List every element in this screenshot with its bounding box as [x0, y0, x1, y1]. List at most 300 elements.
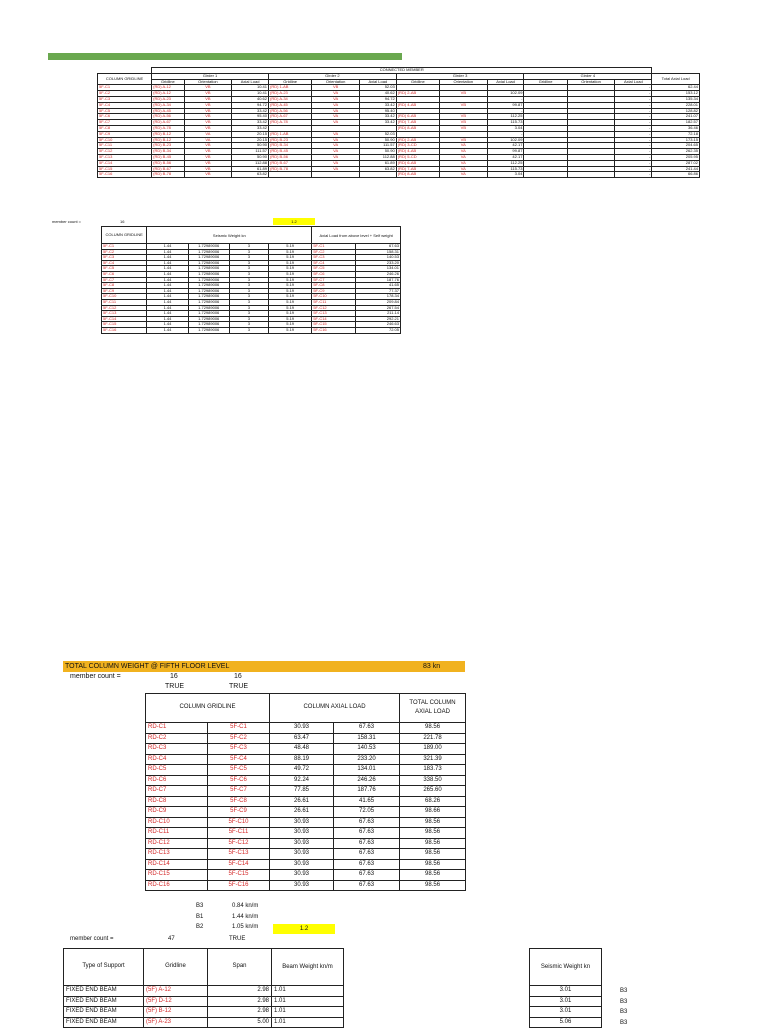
total-axial-cell: 98.56: [400, 859, 466, 870]
axial-a-cell: 30.93: [270, 870, 334, 881]
table-row: [98, 172, 700, 178]
girder-orientation-cell: VA: [312, 120, 360, 126]
axial-b-cell: 67.63: [334, 838, 400, 849]
axial-a-cell: 30.93: [270, 828, 334, 839]
girder-orientation-cell: VB: [184, 149, 232, 155]
girder-orientation-cell: VA: [312, 96, 360, 102]
seismic-c-cell: 3: [229, 322, 268, 328]
girder-axial-cell: 115.73: [487, 166, 524, 172]
girder-orientation-cell: VB: [440, 102, 488, 108]
column-gridline-cell: 5F-C14: [102, 316, 147, 322]
girder-axial-cell: 63.82: [232, 172, 269, 178]
seismic-d-cell: 5.19: [269, 266, 312, 272]
total-axial-cell: 135.34: [652, 96, 700, 102]
floor-gridline-cell: 5F-C5: [208, 765, 270, 776]
axial-gridline-cell: 5F-C15: [312, 322, 355, 328]
axial-gridline-cell: 5F-C6: [312, 271, 355, 277]
girder-3-header: Girder 3: [396, 73, 524, 79]
axial-b-cell: 72.05: [334, 807, 400, 818]
total-axial-cell: 262.35: [652, 149, 700, 155]
column-gridline-cell: 5F-C5: [98, 108, 152, 114]
column-gridline-cell: 5F-C9: [102, 288, 147, 294]
girder-axial-cell: 42.17: [487, 143, 524, 149]
table-row: [146, 744, 466, 755]
total-member-count-label: member count =: [70, 673, 121, 680]
column-gridline-cell: 5F-C12: [102, 305, 147, 311]
seismic-d-cell: 5.19: [269, 277, 312, 283]
beam-weight-cell: 1.01: [272, 996, 344, 1007]
support-span-cell: 2.98: [208, 996, 272, 1007]
axial-value-cell: 209.84: [355, 299, 400, 305]
factor-highlight: [273, 218, 315, 225]
beam-weight-value: 1.44 kn/m: [232, 913, 259, 920]
axial-value-cell: 72.05: [355, 327, 400, 333]
table-row: [146, 786, 466, 797]
seismic-d-cell: 5.19: [269, 244, 312, 250]
axial-above-header: Axial Load from above level + Self weight: [312, 227, 401, 244]
girder-axial-cell: 94.72: [232, 102, 269, 108]
floor-gridline-cell: 5F-C2: [208, 733, 270, 744]
girder-axial-cell: 112.25: [487, 114, 524, 120]
girder-gridline-cell: [524, 172, 567, 178]
axial-a-cell: 63.47: [270, 733, 334, 744]
seismic-d-cell: 5.19: [269, 294, 312, 300]
column-gridline-cell: 5F-C15: [98, 166, 152, 172]
side-code: B3: [620, 1009, 628, 1015]
girder-gridline-cell: (RD) 1-AB: [269, 85, 312, 91]
girder-1-header: Girder 1: [152, 73, 269, 79]
axial-b-cell: 67.63: [334, 828, 400, 839]
floor-gridline-cell: 5F-C9: [208, 807, 270, 818]
column-gridline-cell: 5F-C8: [98, 125, 152, 131]
axial-value-cell: 246.63: [355, 322, 400, 328]
seismic-b-cell: 1.72989006: [188, 316, 229, 322]
support-span-cell: 2.98: [208, 1007, 272, 1018]
girder-gridline-cell: (RD) A-56: [152, 114, 184, 120]
column-gridline-cell: 5F-C13: [98, 154, 152, 160]
total-axial-cell: 98.56: [400, 828, 466, 839]
girder-gridline-cell: (RD) 7-AB: [396, 120, 439, 126]
girder-axial-cell: -: [615, 131, 652, 137]
support-gridline-cell: (5F) B-12: [144, 1007, 208, 1018]
axial-b-cell: 233.20: [334, 754, 400, 765]
column-gridline-cell: 5F-C1: [102, 244, 147, 250]
girder-axial-cell: 52.03: [359, 131, 396, 137]
table-row: [146, 765, 466, 776]
girder-gridline-cell: (RD) 8-AB: [396, 172, 439, 178]
girder-axial-cell: 50.90: [232, 143, 269, 149]
seismic-c-cell: 3: [229, 260, 268, 266]
support-span-cell: 2.98: [208, 986, 272, 997]
girder-orientation-cell: VA: [312, 131, 360, 137]
table-row: [146, 838, 466, 849]
axial-gridline-cell: 5F-C9: [312, 288, 355, 294]
table-row: [530, 1007, 602, 1018]
seismic-b-cell: 1.72989006: [188, 266, 229, 272]
axial-gridline-cell: 5F-C16: [312, 327, 355, 333]
axial-value-cell: 140.53: [355, 255, 400, 261]
total-axial-cell: 241.44: [652, 166, 700, 172]
rd-gridline-cell: RD-C6: [146, 775, 208, 786]
column-gridline-cell: 5F-C6: [98, 114, 152, 120]
girder-gridline-cell: (RD) B-12: [152, 131, 184, 137]
girder-gridline-cell: (RD) 4-AB: [396, 102, 439, 108]
total-axial-cell: 98.56: [400, 817, 466, 828]
girder-axial-cell: -: [615, 149, 652, 155]
girder-axial-cell: 95.40: [232, 114, 269, 120]
table-row: [146, 723, 466, 734]
support-gridline-cell: (5F) A-23: [144, 1017, 208, 1028]
column-gridline-cell: 5F-C12: [98, 149, 152, 155]
seismic-a-cell: 1.44: [147, 255, 188, 261]
seismic-a-cell: 1.44: [147, 244, 188, 250]
support-type-cell: FIXED END BEAM: [64, 1017, 144, 1028]
total-axial-cell: 205.95: [652, 154, 700, 160]
column-gridline-header: COLUMN GRIDLINE: [98, 73, 152, 85]
axial-col-gridline-header: COLUMN GRIDLINE: [146, 694, 270, 723]
girder-axial-cell: 99.87: [487, 102, 524, 108]
seismic-a-cell: 1.44: [147, 288, 188, 294]
column-gridline-cell: 5F-C2: [98, 91, 152, 97]
seismic-d-cell: 5.19: [269, 260, 312, 266]
total-axial-cell: 221.78: [400, 733, 466, 744]
girder-gridline-cell: (RD) 2-AB: [396, 91, 439, 97]
girder-2-header: Girder 2: [269, 73, 397, 79]
beam-weight-header: Beam Weight kn/m: [272, 949, 344, 986]
column-gridline-cell: 5F-C2: [102, 249, 147, 255]
girder-orientation-cell: VB: [184, 143, 232, 149]
rd-gridline-cell: RD-C16: [146, 880, 208, 891]
girder-gridline-cell: (RD) A-78: [269, 120, 312, 126]
member-count-2-value: 47: [168, 936, 175, 942]
girder-axial-cell: 3.04: [487, 172, 524, 178]
table-row: [146, 849, 466, 860]
axial-a-cell: 48.48: [270, 744, 334, 755]
support-type-header: Type of Support: [64, 949, 144, 986]
girder-axial-cell: 112.25: [487, 160, 524, 166]
girder-gridline-cell: (RD) 4-AB: [396, 149, 439, 155]
girder-gridline-cell: (RD) B-34: [269, 143, 312, 149]
girder-orientation-cell: VB: [184, 120, 232, 126]
total-axial-cell: 62.44: [652, 85, 700, 91]
total-axial-cell: 228.01: [652, 102, 700, 108]
table-row: [64, 986, 344, 997]
girder-sub-header: Gridline: [269, 79, 312, 85]
axial-gridline-cell: 5F-C12: [312, 305, 355, 311]
girder-gridline-cell: (RD) A-67: [152, 120, 184, 126]
girder-orientation-cell: VB: [184, 96, 232, 102]
connected-member-header: CONNECTED MEMBER: [152, 68, 652, 74]
seismic-a-cell: 1.44: [147, 277, 188, 283]
table-row: [530, 986, 602, 997]
beam-code: B2: [196, 924, 204, 930]
girder-gridline-cell: (RD) B-23: [152, 143, 184, 149]
girder-axial-cell: -: [615, 108, 652, 114]
axial-a-cell: 49.72: [270, 765, 334, 776]
girder-orientation-cell: VA: [312, 91, 360, 97]
total-axial-cell: 98.56: [400, 838, 466, 849]
girder-axial-cell: -: [615, 96, 652, 102]
axial-gridline-cell: 5F-C4: [312, 260, 355, 266]
column-gridline-cell: 5F-C11: [98, 143, 152, 149]
girder-sub-header: Orientation: [440, 79, 488, 85]
column-gridline-cell: 5F-C16: [102, 327, 147, 333]
axial-value-cell: 178.34: [355, 294, 400, 300]
axial-gridline-cell: 5F-C10: [312, 294, 355, 300]
beam-weight-cell: 1.01: [272, 1007, 344, 1018]
floor-gridline-cell: 5F-C10: [208, 817, 270, 828]
support-type-cell: FIXED END BEAM: [64, 986, 144, 997]
girder-axial-cell: -: [615, 172, 652, 178]
table-row: [146, 807, 466, 818]
axial-a-cell: 30.93: [270, 859, 334, 870]
axial-a-cell: 92.24: [270, 775, 334, 786]
seismic-side-cell: 5.06: [530, 1017, 602, 1028]
girder-orientation-cell: VA: [312, 137, 360, 143]
girder-gridline-cell: (RD) B-78: [269, 166, 312, 172]
column-gridline-cell: 5F-C11: [102, 299, 147, 305]
axial-value-cell: 246.26: [355, 271, 400, 277]
seismic-a-cell: 1.44: [147, 299, 188, 305]
axial-b-cell: 67.63: [334, 817, 400, 828]
axial-b-cell: 67.63: [334, 723, 400, 734]
girder-axial-cell: 52.03: [359, 85, 396, 91]
girder-gridline-cell: (RD) B-56: [269, 154, 312, 160]
girder-gridline-cell: (RD) B-23: [269, 137, 312, 143]
girder-orientation-cell: VA: [184, 131, 232, 137]
table-row: [102, 327, 401, 333]
seismic-b-cell: 1.72989006: [188, 322, 229, 328]
member-count-2-label: member count =: [70, 936, 114, 942]
girder-gridline-cell: (RD) 3-CD: [396, 143, 439, 149]
girder-gridline-cell: (RD) 7-AB: [396, 166, 439, 172]
girder-axial-cell: 33.42: [359, 102, 396, 108]
column-gridline-cell: 5F-C15: [102, 322, 147, 328]
seismic-b-cell: 1.72989006: [188, 271, 229, 277]
side-code: B3: [620, 988, 628, 994]
seismic-b-cell: 1.72989006: [188, 299, 229, 305]
girder-axial-cell: -: [487, 108, 524, 114]
total-axial-load-header: Total Axial Load: [652, 73, 700, 85]
seismic-d-cell: 5.19: [269, 288, 312, 294]
floor-gridline-cell: 5F-C4: [208, 754, 270, 765]
seismic-b-cell: 1.72989006: [188, 249, 229, 255]
axial-b-cell: 67.63: [334, 859, 400, 870]
rd-gridline-cell: RD-C5: [146, 765, 208, 776]
column-axial-load-table: [145, 693, 466, 891]
girder-orientation-cell: VB: [184, 108, 232, 114]
column-gridline-cell: 5F-C9: [98, 131, 152, 137]
girder-axial-cell: 3.04: [487, 125, 524, 131]
axial-value-cell: 134.01: [355, 266, 400, 272]
seismic-b-cell: 1.72989006: [188, 327, 229, 333]
floor-gridline-cell: 5F-C7: [208, 786, 270, 797]
rd-gridline-cell: RD-C15: [146, 870, 208, 881]
seismic-d-cell: 5.19: [269, 316, 312, 322]
seismic-a-cell: 1.44: [147, 322, 188, 328]
girder-axial-cell: 40.62: [359, 91, 396, 97]
table-row: [146, 754, 466, 765]
seismic-b-cell: 1.72989006: [188, 255, 229, 261]
girder-axial-cell: 111.57: [359, 143, 396, 149]
seismic-b-cell: 1.72989006: [188, 260, 229, 266]
axial-gridline-cell: 5F-C11: [312, 299, 355, 305]
girder-orientation-cell: VA: [312, 102, 360, 108]
rd-gridline-cell: RD-C9: [146, 807, 208, 818]
girder-orientation-cell: [312, 172, 360, 178]
girder-orientation-cell: VA: [312, 108, 360, 114]
girder-orientation-cell: VB: [440, 114, 488, 120]
seismic-weight-header: Seismic Weight kn: [147, 227, 312, 244]
seismic-c-cell: 3: [229, 255, 268, 261]
total-axial-header: TOTAL COLUMN AXIAL LOAD: [400, 694, 466, 723]
girder-orientation-cell: VA: [440, 149, 488, 155]
girder-orientation-cell: VA: [440, 160, 488, 166]
floor-gridline-cell: 5F-C8: [208, 796, 270, 807]
axial-b-cell: 41.65: [334, 796, 400, 807]
seismic-d-cell: 5.19: [269, 271, 312, 277]
beam-factor-value: 1.2: [299, 926, 309, 932]
girder-axial-cell: 115.73: [487, 120, 524, 126]
seismic-c-cell: 3: [229, 271, 268, 277]
girder-axial-cell: -: [487, 131, 524, 137]
girder-axial-cell: 33.42: [232, 120, 269, 126]
girder-axial-cell: 94.72: [359, 96, 396, 102]
girder-axial-cell: 20.15: [232, 131, 269, 137]
seismic-a-cell: 1.44: [147, 266, 188, 272]
floor-gridline-cell: 5F-C13: [208, 849, 270, 860]
column-gridline-cell: 5F-C13: [102, 311, 147, 317]
beam-code: B1: [196, 913, 204, 920]
total-bool-a: TRUE: [165, 683, 185, 690]
seismic-col-header: COLUMN GRIDLINE: [102, 227, 147, 244]
total-axial-cell: 189.00: [400, 744, 466, 755]
axial-a-cell: 88.19: [270, 754, 334, 765]
total-axial-cell: 287.02: [652, 160, 700, 166]
axial-b-cell: 134.01: [334, 765, 400, 776]
column-gridline-cell: 5F-C14: [98, 160, 152, 166]
girder-gridline-cell: (RD) A-34: [269, 96, 312, 102]
column-gridline-cell: 5F-C8: [102, 283, 147, 289]
girder-gridline-cell: (RD) A-12: [152, 85, 184, 91]
seismic-side-cell: 3.01: [530, 996, 602, 1007]
support-span-cell: 5.00: [208, 1017, 272, 1028]
rd-gridline-cell: RD-C10: [146, 817, 208, 828]
girder-axial-cell: -: [615, 102, 652, 108]
seismic-d-cell: 5.19: [269, 305, 312, 311]
total-axial-cell: 204.65: [652, 143, 700, 149]
girder-axial-cell: 61.89: [232, 166, 269, 172]
floor-gridline-cell: 5F-C3: [208, 744, 270, 755]
axial-value-cell: 67.63: [355, 244, 400, 250]
total-weight-title: TOTAL COLUMN WEIGHT @ FIFTH FLOOR LEVEL: [65, 663, 230, 670]
girder-orientation-cell: VB: [440, 91, 488, 97]
seismic-a-cell: 1.44: [147, 305, 188, 311]
beam-weight-value: 1.05 kn/m: [232, 924, 259, 930]
rd-gridline-cell: RD-C13: [146, 849, 208, 860]
girder-gridline-cell: (RD) A-23: [152, 96, 184, 102]
rd-gridline-cell: RD-C14: [146, 859, 208, 870]
total-axial-cell: 66.86: [652, 172, 700, 178]
girder-orientation-cell: VA: [184, 137, 232, 143]
seismic-c-cell: 3: [229, 277, 268, 283]
axial-a-cell: 30.93: [270, 817, 334, 828]
table-row: [146, 733, 466, 744]
seismic-c-cell: 3: [229, 266, 268, 272]
seismic-c-cell: 3: [229, 311, 268, 317]
girder-orientation-cell: VA: [312, 143, 360, 149]
support-type-cell: FIXED END BEAM: [64, 1007, 144, 1018]
seismic-a-cell: 1.44: [147, 260, 188, 266]
girder-gridline-cell: (RD) A-23: [269, 91, 312, 97]
girder-axial-cell: 20.15: [232, 137, 269, 143]
table-row: [530, 1017, 602, 1028]
column-gridline-cell: 5F-C3: [102, 255, 147, 261]
total-axial-cell: 98.66: [400, 807, 466, 818]
girder-gridline-cell: (RD) B-67: [152, 166, 184, 172]
floor-gridline-cell: 5F-C16: [208, 880, 270, 891]
seismic-d-cell: 5.19: [269, 311, 312, 317]
girder-sub-header: Axial Load: [487, 79, 524, 85]
seismic-a-cell: 1.44: [147, 283, 188, 289]
seismic-b-cell: 1.72989006: [188, 305, 229, 311]
axial-a-cell: 30.93: [270, 849, 334, 860]
girder-axial-cell: -: [615, 85, 652, 91]
girder-orientation-cell: VB: [184, 172, 232, 178]
axial-b-cell: 67.63: [334, 849, 400, 860]
seismic-c-cell: 3: [229, 283, 268, 289]
girder-orientation-cell: VB: [184, 102, 232, 108]
axial-b-cell: 187.76: [334, 786, 400, 797]
seismic-c-cell: 3: [229, 305, 268, 311]
girder-axial-cell: 33.42: [232, 108, 269, 114]
girder-gridline-cell: (RD) A-67: [269, 114, 312, 120]
total-axial-cell: 183.73: [400, 765, 466, 776]
support-table: [63, 948, 344, 1028]
girder-gridline-cell: (RD) B-56: [152, 160, 184, 166]
axial-a-cell: 30.93: [270, 838, 334, 849]
girder-axial-cell: 33.42: [359, 114, 396, 120]
axial-gridline-cell: 5F-C5: [312, 266, 355, 272]
girder-axial-cell: 42.17: [487, 154, 524, 160]
table-row: [146, 796, 466, 807]
table-row: [146, 880, 466, 891]
girder-sub-header: Axial Load: [615, 79, 652, 85]
girder-gridline-cell: (RD) A-12: [152, 91, 184, 97]
axial-b-cell: 67.63: [334, 880, 400, 891]
floor-gridline-cell: 5F-C6: [208, 775, 270, 786]
table-row: [146, 870, 466, 881]
girder-sub-header: Orientation: [312, 79, 360, 85]
side-code: B3: [620, 1019, 628, 1026]
girder-gridline-cell: (RD) 5-CD: [396, 154, 439, 160]
girder-orientation-cell: VB: [312, 85, 360, 91]
seismic-b-cell: 1.72989006: [188, 277, 229, 283]
rd-gridline-cell: RD-C7: [146, 786, 208, 797]
seismic-d-cell: 5.19: [269, 322, 312, 328]
member-count-row: [52, 219, 81, 224]
total-axial-cell: 98.56: [400, 870, 466, 881]
axial-load-header: COLUMN AXIAL LOAD: [270, 694, 400, 723]
axial-b-cell: 140.53: [334, 744, 400, 755]
girder-axial-cell: -: [615, 125, 652, 131]
total-weight-value: 83 kn: [423, 663, 441, 670]
seismic-b-cell: 1.72989006: [188, 311, 229, 317]
side-code: B3: [620, 998, 628, 1005]
girder-sub-header: Orientation: [567, 79, 615, 85]
axial-b-cell: 67.63: [334, 870, 400, 881]
total-axial-cell: 98.56: [400, 723, 466, 734]
